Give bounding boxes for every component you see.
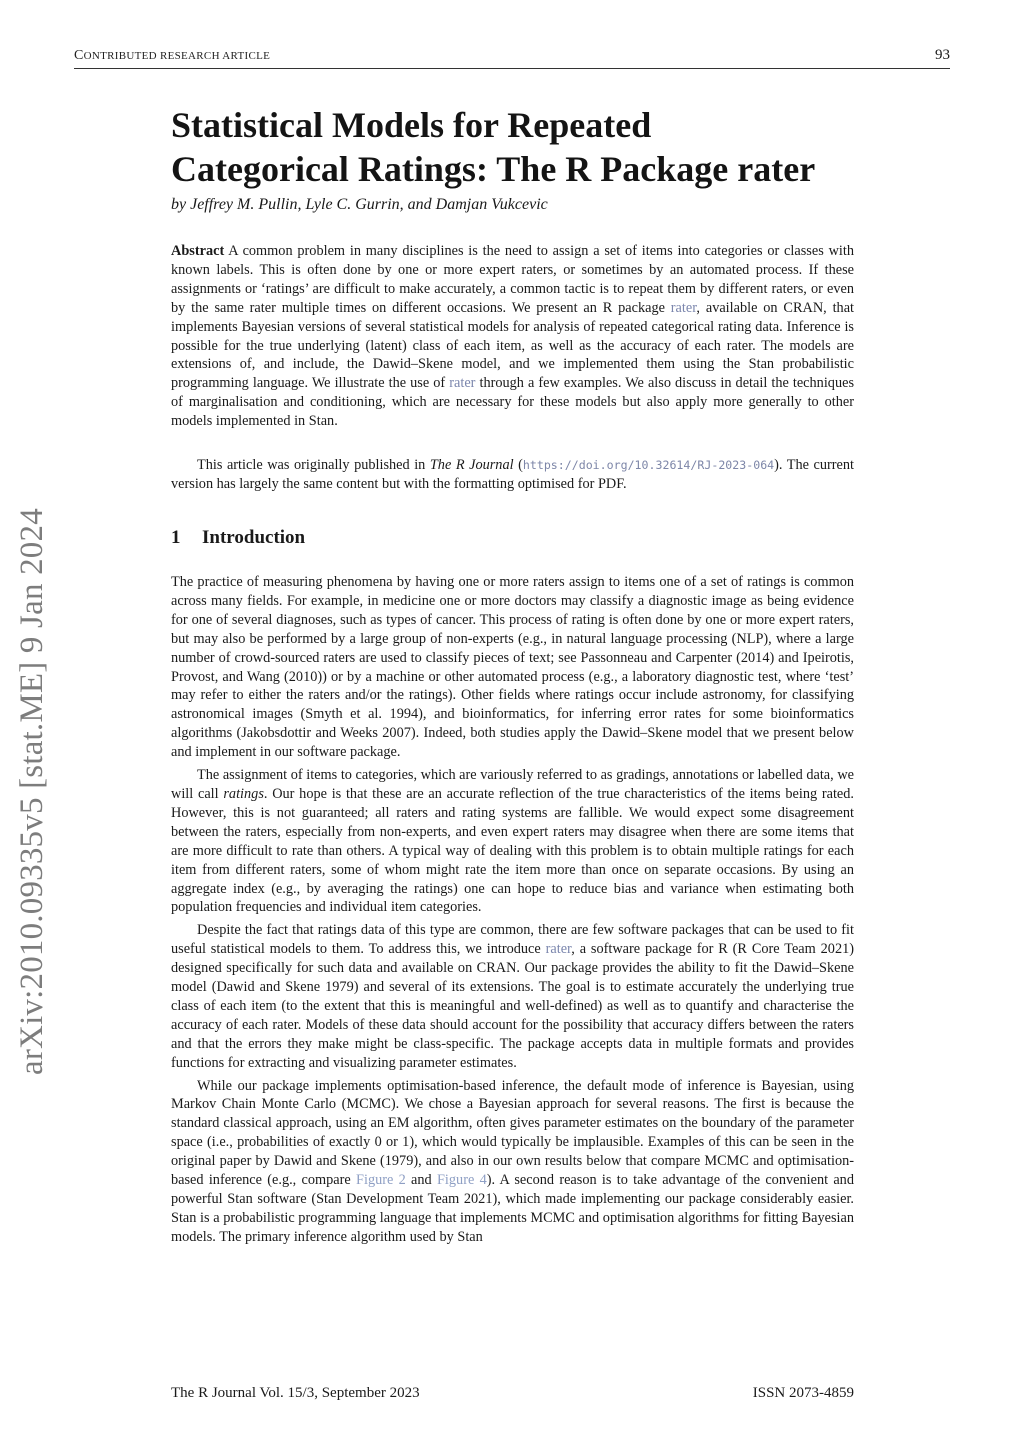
p2-text-1: The assignment of items to categories, which are variously referred to as gradings, annotations or labelled data, we will call bbox=[171, 767, 854, 802]
p2-emphasis: ratings bbox=[223, 785, 264, 802]
page-number: 93 bbox=[935, 47, 950, 63]
figure-2-link[interactable]: Figure 2 bbox=[356, 1172, 406, 1189]
note-text-2: ( bbox=[513, 457, 523, 473]
abstract bbox=[171, 242, 854, 431]
p2-text-2: . Our hope is that these are an accurate reflection of the true characteristics of the items being rated. However, this is not guaranteed; all raters and rating systems are fallible. We would expect some disagreement between the raters, especially from non-experts, and even expert raters may disagree when there are some items that are more difficult to rate than others. A typical way of dealing with this problem is to obtain multiple ratings for each item from different raters, some of whom might rate the item more than once on separate occasions. By using an aggregate index (e.g., by averaging the ratings) one can hope to reduce bias and variance when estimating both population frequencies and individual item categories. bbox=[171, 785, 854, 916]
p3-text-1: Despite the fact that ratings data of this type are common, there are few software packages that can be used to fit useful statistical models to them. To address this, we introduce bbox=[171, 922, 854, 958]
running-header-rest: ONTRIBUTED RESEARCH ARTICLE bbox=[83, 50, 271, 62]
original-publication-note bbox=[171, 456, 854, 494]
note-text-3: ). The current version has largely the same content but with the formatting optimised for PDF. bbox=[171, 457, 855, 492]
header-rule bbox=[74, 68, 950, 69]
abstract-label: Abstract bbox=[171, 243, 225, 259]
section-title: Introduction bbox=[202, 527, 306, 548]
doi-link[interactable]: https://doi.org/10.32614/RJ-2023-064 bbox=[522, 458, 775, 472]
abstract-text-3: through a few examples. We also discuss in detail the techniques of marginalisation and conditioning, which are necessary for these models but also apply more generally to other models implemented in Stan. bbox=[171, 375, 855, 430]
running-header bbox=[74, 48, 270, 64]
section-heading bbox=[171, 527, 854, 549]
p4-and: and bbox=[405, 1172, 437, 1189]
p3-text-2: , a software package for R (R Core Team 2021) designed specifically for such data and available on CRAN. Our package provides the ability to fit the Dawid–Skene model (Dawid and Skene 1979) and several of its extensions. The goal is to estimate accurately the underlying true class of each item (to the extent that this is meaningful and well-defined) as well as to quantify and characterise the accuracy of each rater. Models of these data should account for the possibility that accuracy differs between the raters and that the errors they make might be class-specific. The package accepts data in multiple formats and provides functions for extracting and visualizing parameter estimates. bbox=[171, 941, 854, 1071]
p4-text-1: While our package implements optimisation-based inference, the default mode of inference is Bayesian, using Markov Chain Monte Carlo (MCMC). We chose a Bayesian approach for several reasons. The first is because the standard classical approach, using an EM algorithm, often gives parameter estimates on the boundary of the parameter space (i.e., probabilities of exactly 0 or 1), which would typically be implausible. Examples of this can be seen in the original paper by Dawid and Skene (1979), and also in our own results below that compare MCMC and optimisation-based inference (e.g., compare bbox=[171, 1077, 854, 1189]
intro-paragraph-1: The practice of measuring phenomena by having one or more raters assign to items one of a set of ratings is common across many fields. For example, in medicine one or more doctors may classify a diagnostic image as being evidence for one of several diagnoses, such as types of cancer. This process of rating is often done by one or more expert raters, but may also be performed by a large group of non-experts (e.g., in natural language processing (NLP), where a large number of crowd-sourced raters are used to classify pieces of text; see Passonneau and Carpenter (2014) and Ipeirotis, Provost, and Wang (2010)) or by a machine or other automated process (e.g., a laboratory diagnostic test, where ‘test’ may refer to either the raters and/or the ratings). Other fields where ratings occur include astronomy, for classifying astronomical images (Smyth et al. 1994), and bioinformatics, for inferring error rates for some bioinformatics algorithms (Jakobsdottir and Weeks 2007). Indeed, both studies apply the Dawid–Skene model that we present below and implement in our software package. bbox=[171, 574, 854, 761]
section-number: 1 bbox=[171, 527, 181, 548]
package-link[interactable]: rater bbox=[670, 299, 697, 316]
abstract-text-2: , available on CRAN, that implements Bayesian versions of several statistical models for analysis of repeated categorical rating data. Inference is possible for the true underlying (latent) class of each item, as well as the accuracy of each rater. The models are extensions of, and include, the Dawid–Skene model, and we implemented them using the Stan probabilistic programming language. We illustrate the use of bbox=[171, 299, 855, 392]
footer-issn: ISSN 2073-4859 bbox=[752, 1385, 854, 1401]
intro-paragraph-4 bbox=[171, 1077, 854, 1247]
introduction-body bbox=[171, 573, 854, 1251]
p4-text-2: ). A second reason is to take advantage of the convenient and powerful Stan software (Stan Development Team 2021), which made implementing our package considerably easier. Stan is a probabilistic programming language that implements MCMC and optimisation algorithms for fitting Bayesian models. The primary inference algorithm used by Stan bbox=[171, 1172, 854, 1245]
package-link[interactable]: rater bbox=[449, 375, 476, 392]
arxiv-stamp: arXiv:2010.09335v5 [stat.ME] 9 Jan 2024 bbox=[14, 508, 50, 1075]
package-link[interactable]: rater bbox=[545, 941, 572, 958]
abstract-text-1: A common problem in many disciplines is the need to assign a set of items into categories or classes with known labels. This is often done by one or more expert raters, or sometimes by an automated process. If these assignments or ‘ratings’ are difficult to make accurately, a common tactic is to repeat them by different raters, or even by the same rater multiple times on different occasions. We present an R package bbox=[171, 243, 854, 316]
figure-4-link[interactable]: Figure 4 bbox=[436, 1172, 487, 1189]
journal-name: The R Journal bbox=[429, 457, 514, 473]
running-header-initial: C bbox=[74, 48, 84, 63]
intro-paragraph-3 bbox=[171, 921, 854, 1072]
footer-journal: The R Journal Vol. 15/3, September 2023 bbox=[171, 1385, 420, 1401]
title-line-2: Categorical Ratings: The R Package rater bbox=[171, 149, 816, 189]
note-text-1: This article was originally published in bbox=[197, 457, 430, 473]
article-title bbox=[171, 103, 854, 191]
title-line-1: Statistical Models for Repeated bbox=[171, 105, 652, 145]
author-byline: by Jeffrey M. Pullin, Lyle C. Gurrin, and Damjan Vukcevic bbox=[171, 196, 548, 213]
intro-paragraph-2 bbox=[171, 766, 854, 917]
